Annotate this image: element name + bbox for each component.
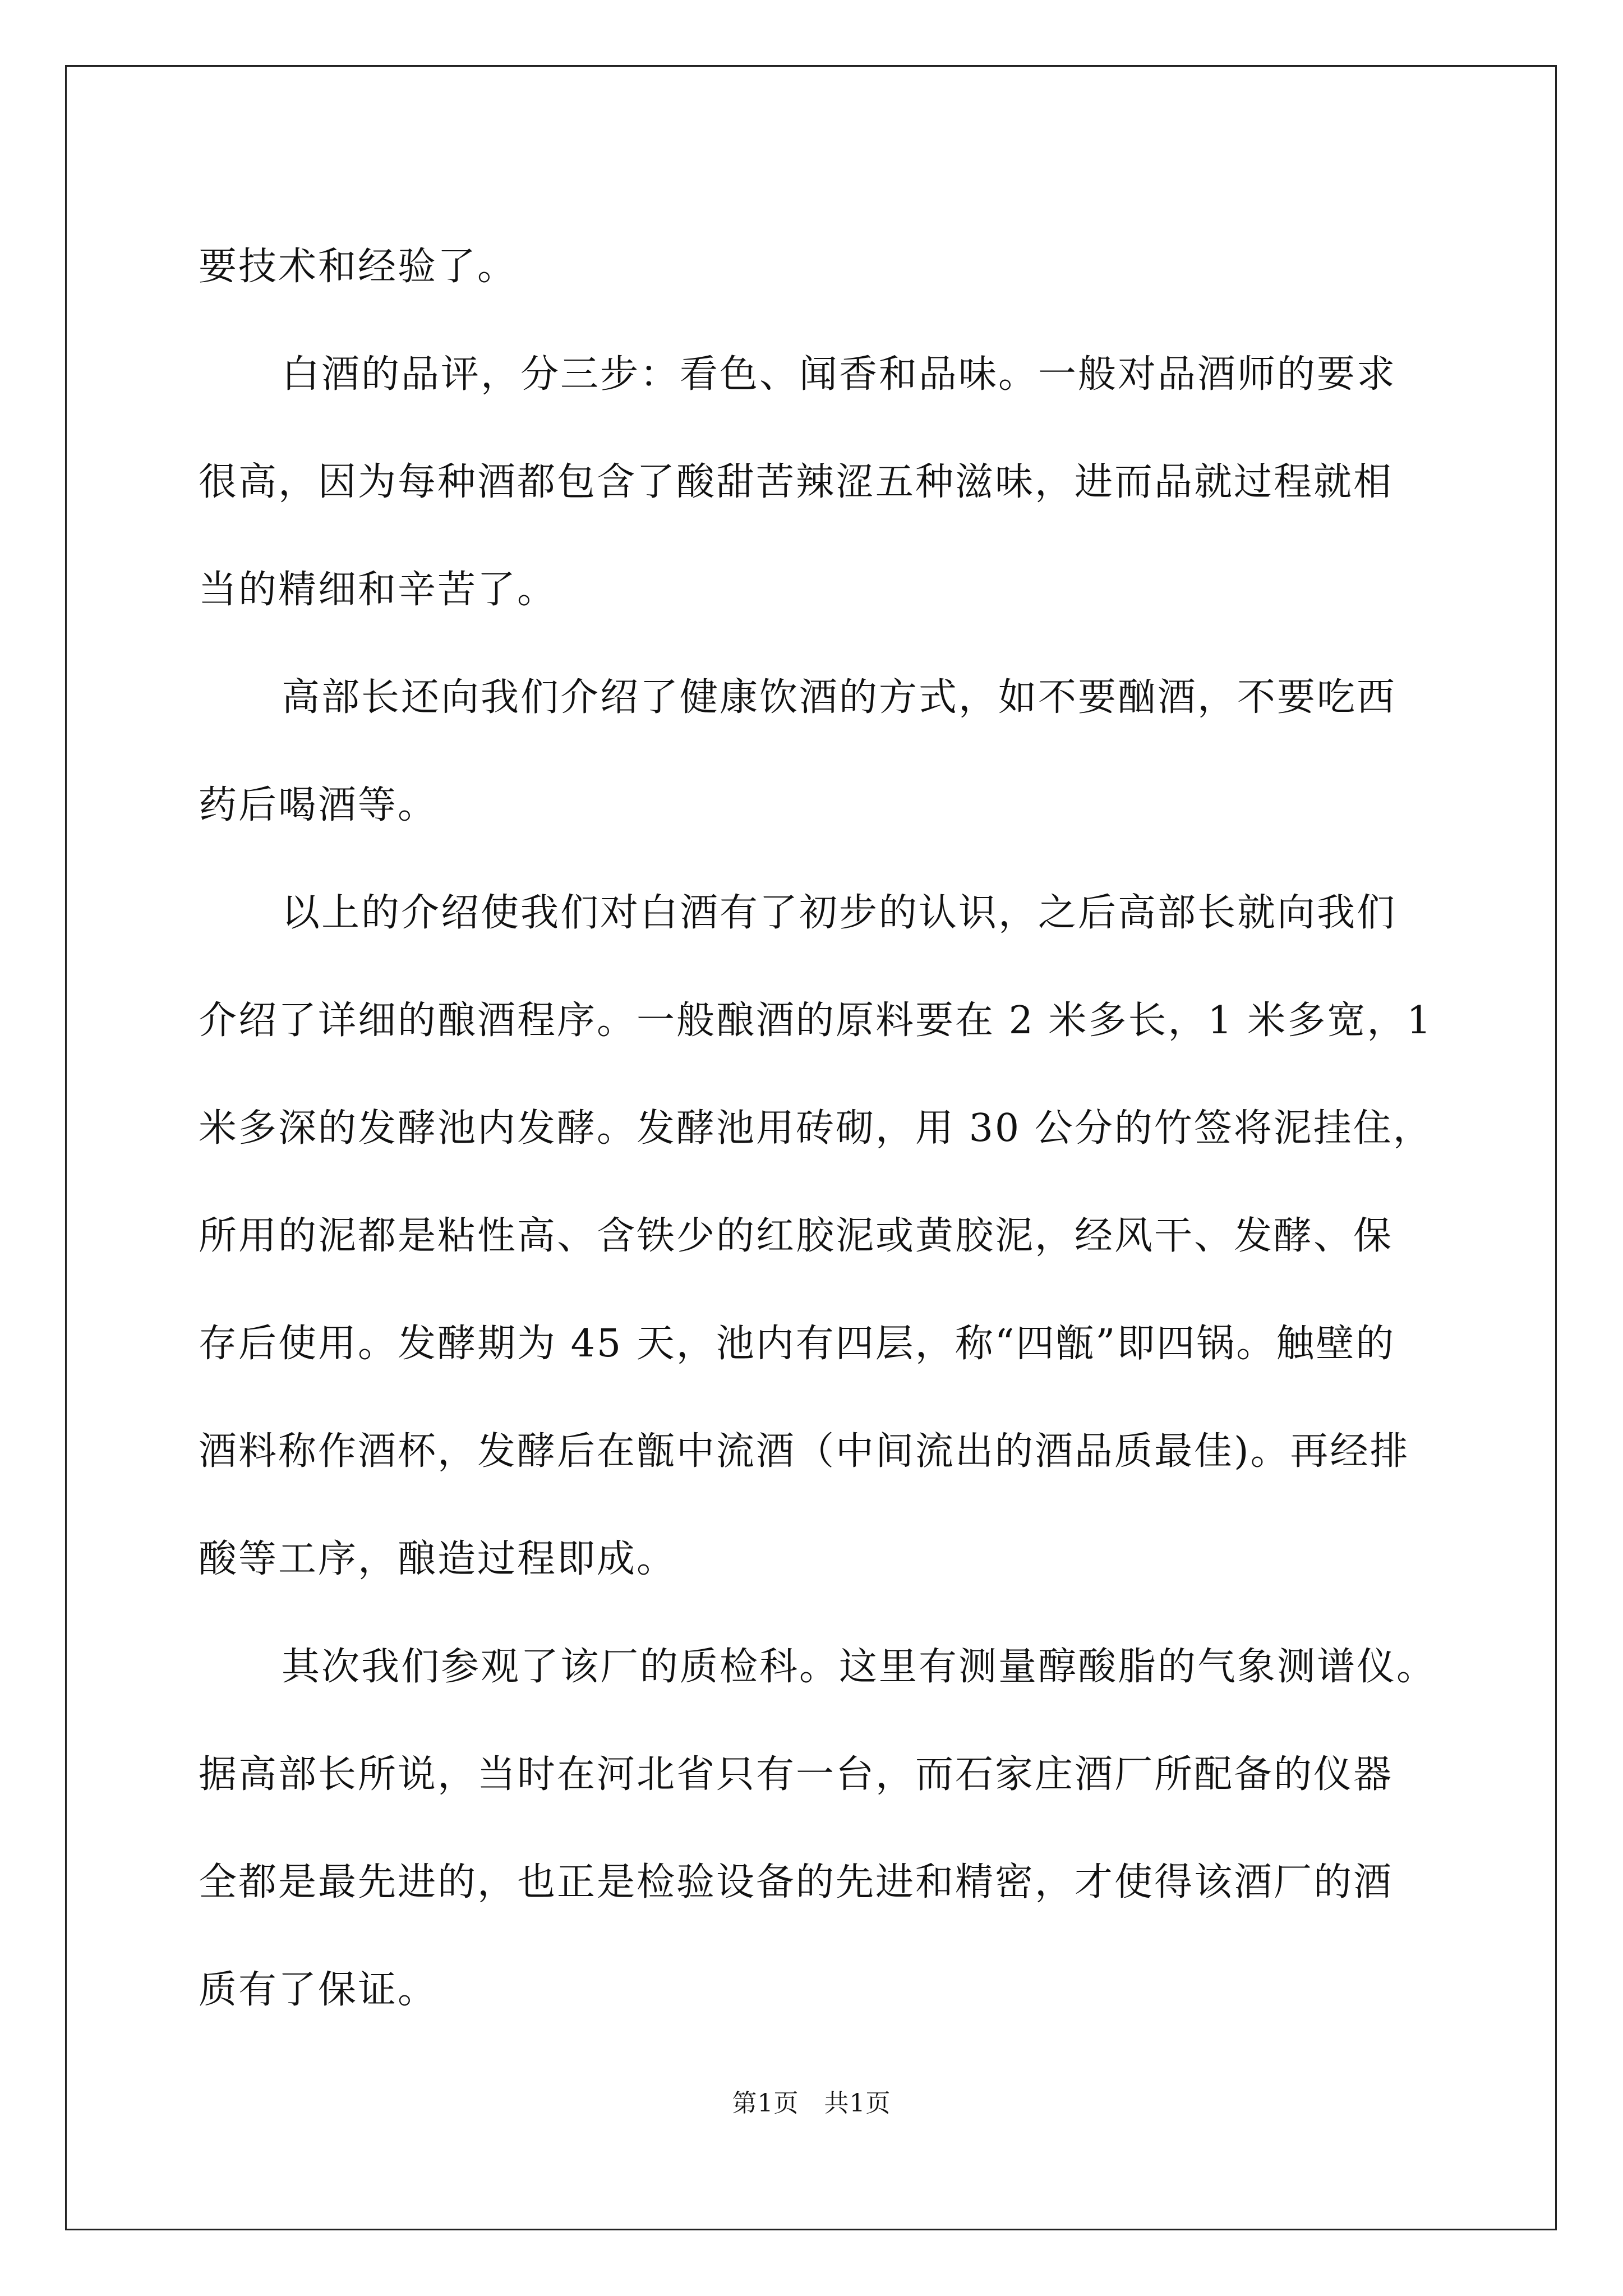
text-line: 酒料称作酒杯，发酵后在甑中流酒（中间流出的酒品质最佳)。再经排 [199,1429,1410,1474]
text-line: 酸等工序，酿造过程即成。 [199,1537,677,1581]
paragraph [199,859,1433,1613]
document-body [199,213,1437,2044]
text-line: 以上的介绍使我们对白酒有了初步的认识，之后高部长就向我们 [282,891,1397,935]
paragraph [199,213,1427,321]
text-line: 药后喝酒等。 [199,783,438,827]
text-line: 介绍了详细的酿酒程序。一般酿酒的原料要在 2 米多长，1 米多宽，1 [199,999,1433,1043]
paragraph [199,321,1427,644]
text-line: 据高部长所说，当时在河北省只有一台，而石家庄酒厂所配备的仪器 [199,1752,1394,1797]
page-footer: 第1页 共1页 [732,2089,891,2118]
text-line: 白酒的品评，分三步：看色、闻香和品味。一般对品酒师的要求 [282,352,1397,397]
text-line: 所用的泥都是粘性高、含铁少的红胶泥或黄胶泥，经风干、发酵、保 [199,1214,1394,1258]
text-line: 其次我们参观了该厂的质检科。这里有测量醇酸脂的气象测谱仪。 [282,1645,1437,1689]
text-line: 很高，因为每种酒都包含了酸甜苦辣涩五种滋味，进而品就过程就相 [199,460,1394,504]
text-line: 存后使用。发酵期为 45 天，池内有四层，称“四甑”即四锅。触壁的 [199,1322,1396,1366]
text-line: 当的精细和辛苦了。 [199,568,557,612]
text-line: 高部长还向我们介绍了健康饮酒的方式，如不要酗酒，不要吃西 [282,675,1397,720]
text-line: 质有了保证。 [199,1968,438,2012]
paragraph [199,644,1427,859]
paragraph [199,1613,1437,2044]
text-line: 要技术和经验了。 [199,245,518,289]
text-line: 米多深的发酵池内发酵。发酵池用砖砌，用 30 公分的竹签将泥挂住， [199,1106,1433,1151]
text-line: 全都是最先进的，也正是检验设备的先进和精密，才使得该酒厂的酒 [199,1860,1394,1904]
